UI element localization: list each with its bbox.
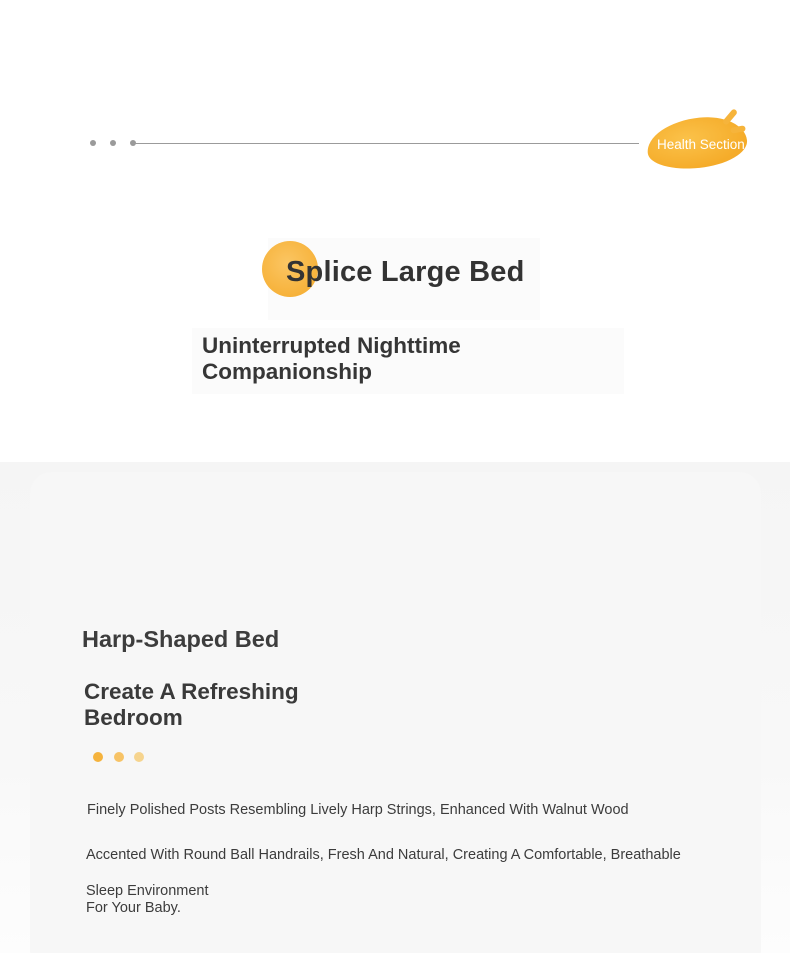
- feature-description-line: Finely Polished Posts Resembling Lively Harp Strings, Enhanced With Walnut Wood: [87, 802, 629, 818]
- accent-dot: [93, 752, 103, 762]
- page-subtitle: Uninterrupted Nighttime Companionship: [202, 333, 461, 384]
- health-section-badge[interactable]: [645, 108, 755, 170]
- page-title: Splice Large Bed: [286, 256, 525, 288]
- feature-subheading: Create A Refreshing Bedroom: [84, 679, 299, 730]
- feature-description-line: Sleep Environment: [86, 883, 209, 899]
- divider-dot: [90, 140, 96, 146]
- feature-heading: Harp-Shaped Bed: [82, 626, 280, 652]
- feature-description-line: Accented With Round Ball Handrails, Fresh And Natural, Creating A Comfortable, Breathable: [86, 847, 681, 863]
- health-section-label: Health Section: [657, 137, 745, 152]
- feature-description-line: For Your Baby.: [86, 900, 181, 916]
- divider-line: [133, 143, 639, 144]
- divider-dot: [110, 140, 116, 146]
- accent-dot: [134, 752, 144, 762]
- accent-dot: [114, 752, 124, 762]
